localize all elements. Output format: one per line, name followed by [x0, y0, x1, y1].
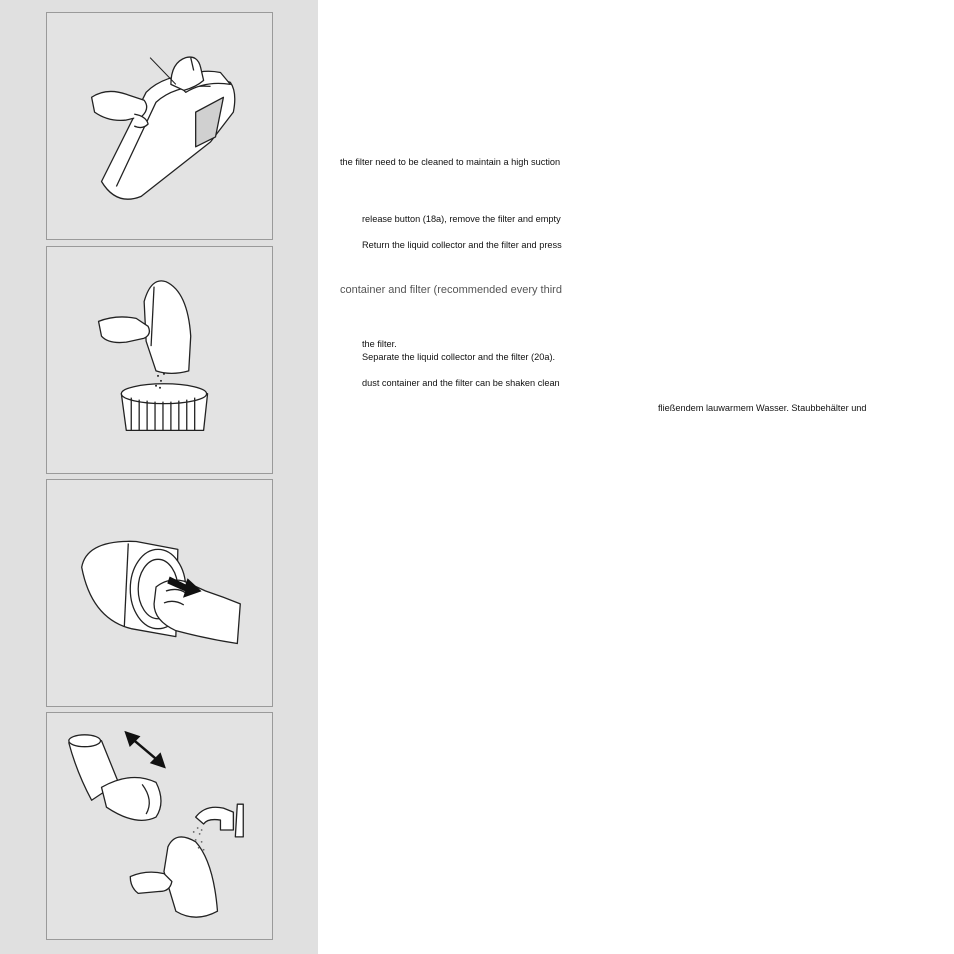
- text-line-recommended: container and filter (recommended every third: [340, 284, 562, 296]
- vacuum-press-release-illustration: [47, 13, 272, 239]
- empty-container-illustration: [47, 247, 272, 473]
- text-line-release-button: release button (18a), remove the filter and empty: [362, 214, 561, 224]
- illustration-panel-press-release: [46, 12, 273, 240]
- text-line-shaken-clean: dust container and the filter can be shaken clean: [362, 378, 560, 388]
- text-line-the-filter: the filter.: [362, 339, 397, 349]
- text-line-separate: Separate the liquid collector and the filter (20a).: [362, 352, 556, 362]
- separate-rinse-illustration: [47, 713, 272, 939]
- illustration-panel-rinse-filter: [46, 712, 273, 940]
- text-line-return-collector: Return the liquid collector and the filter and press: [362, 240, 562, 250]
- text-line-german: fließendem lauwarmem Wasser. Staubbehälter und: [658, 403, 867, 413]
- text-line-suction: the filter need to be cleaned to maintain a high suction: [340, 157, 561, 167]
- illustration-sidebar: [0, 0, 318, 954]
- remove-filter-illustration: [47, 480, 272, 706]
- illustration-panel-remove-filter: [46, 479, 273, 707]
- illustration-panel-empty-container: [46, 246, 273, 474]
